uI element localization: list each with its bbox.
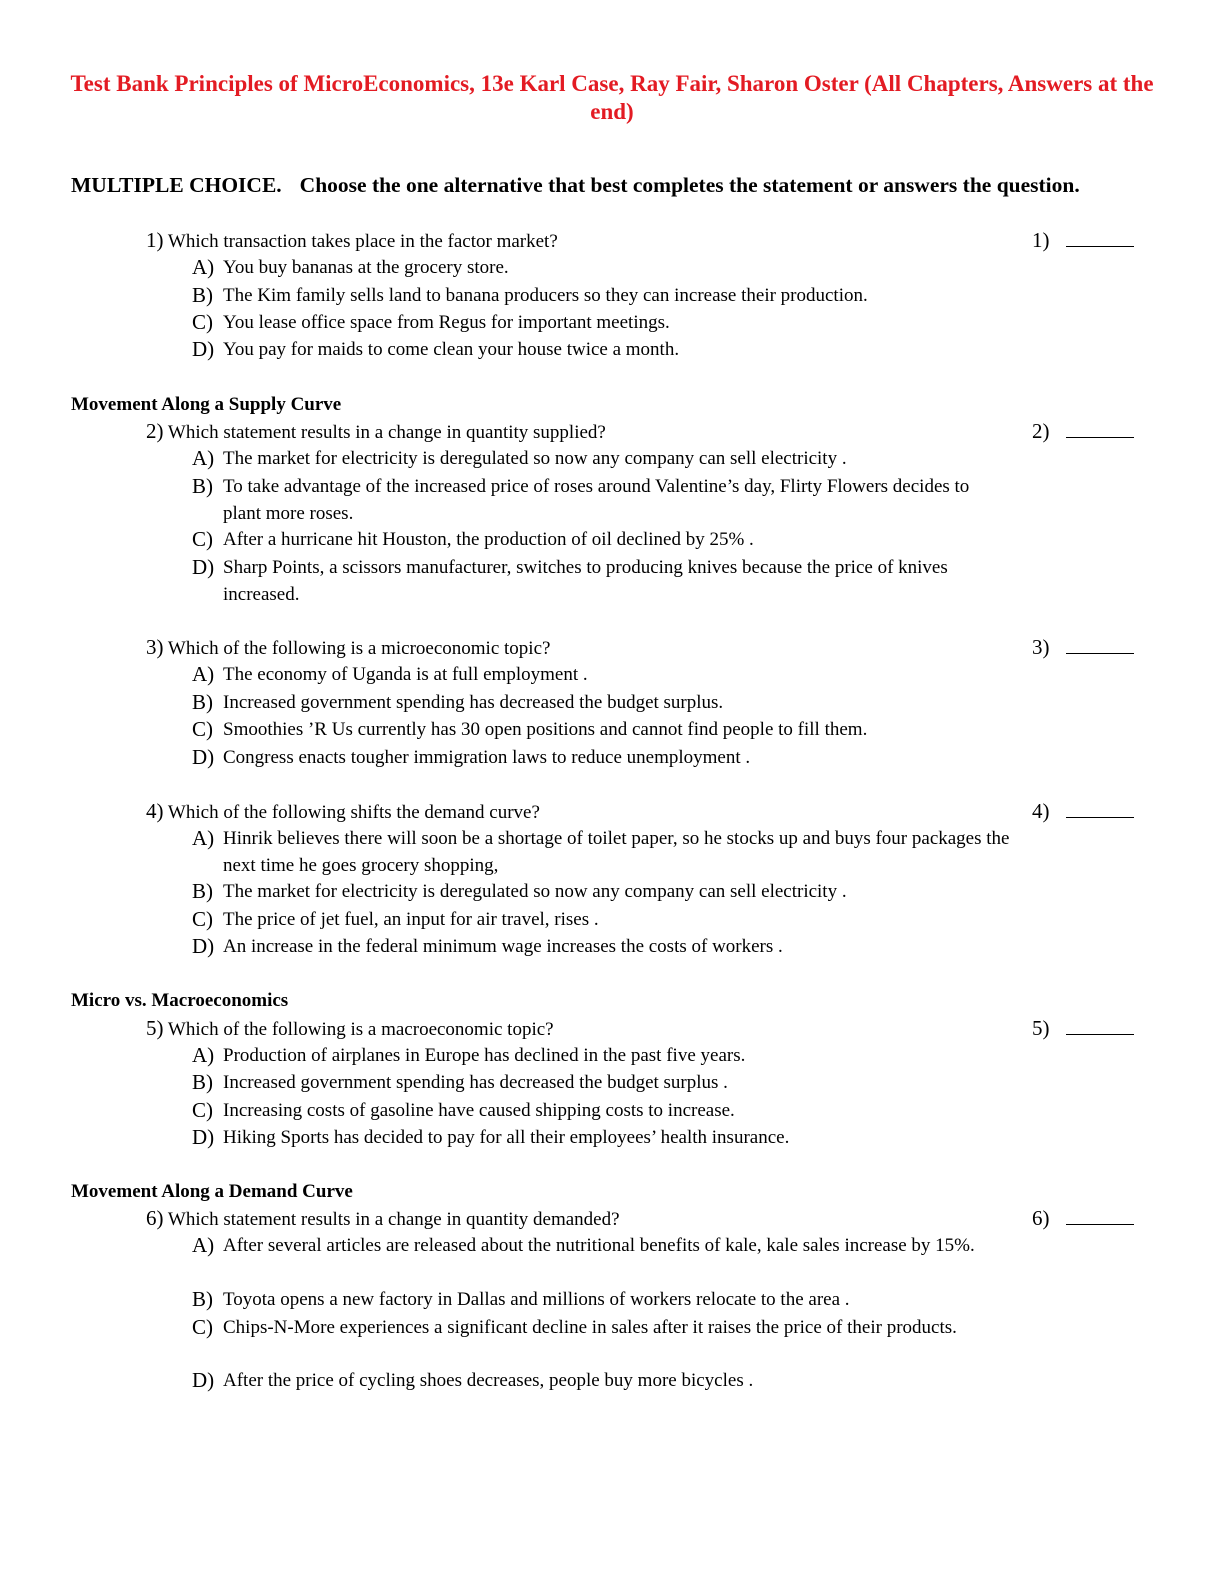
answer-blank — [1066, 1034, 1134, 1035]
question-number: 1) — [146, 228, 164, 252]
option-letter: D) — [192, 555, 215, 579]
option-letter: A) — [192, 446, 215, 470]
option-letter: D) — [192, 934, 215, 958]
option-a — [192, 825, 1012, 879]
answer-blank — [1066, 817, 1134, 818]
option-text: Increasing costs of gasoline have caused shipping costs to increase. — [223, 1100, 735, 1121]
question-number: 6) — [146, 1206, 164, 1230]
option-text: You pay for maids to come clean your house twice a month. — [223, 339, 680, 360]
option-c — [192, 1097, 1012, 1124]
document-title: Test Bank Principles of MicroEconomics, 13e Karl Case, Ray Fair, Sharon Oster (All Chapters, Answers at the end) — [70, 71, 1154, 124]
instructions-label: MULTIPLE CHOICE. — [71, 173, 282, 197]
option-letter: D) — [192, 1125, 215, 1149]
answer-blank — [1066, 246, 1134, 247]
question-text: Which of the following shifts the demand curve? — [167, 802, 540, 823]
option-b — [192, 878, 1012, 905]
option-text: Congress enacts tougher immigration laws to reduce unemployment . — [223, 747, 751, 768]
option-text: The Kim family sells land to banana producers so they can increase their production. — [223, 285, 868, 306]
question-number: 5) — [146, 1016, 164, 1040]
option-letter: B) — [192, 1070, 213, 1094]
question-text: Which statement results in a change in quantity demanded? — [167, 1209, 620, 1230]
question-text: Which transaction takes place in the factor market? — [167, 231, 558, 252]
option-a — [192, 1042, 1012, 1069]
option-a — [192, 445, 1012, 472]
answer-label: 1) — [1032, 228, 1050, 252]
option-b — [192, 689, 1012, 716]
answer-label: 5) — [1032, 1016, 1050, 1040]
option-text: An increase in the federal minimum wage increases the costs of workers . — [223, 936, 783, 957]
option-letter: D) — [192, 337, 215, 361]
option-text: After a hurricane hit Houston, the production of oil declined by 25% . — [223, 529, 754, 550]
option-a — [192, 1232, 1012, 1259]
option-letter: B) — [192, 283, 213, 307]
option-d — [192, 1124, 1012, 1151]
option-letter: C) — [192, 310, 213, 334]
option-text: The market for electricity is deregulated so now any company can sell electricity . — [223, 448, 847, 469]
option-text: You lease office space from Regus for important meetings. — [223, 312, 670, 333]
question-text: Which statement results in a change in quantity supplied? — [167, 422, 606, 443]
answer-label: 3) — [1032, 635, 1050, 659]
option-text: Hiking Sports has decided to pay for all their employees’ health insurance. — [223, 1127, 790, 1148]
option-text: You buy bananas at the grocery store. — [223, 257, 509, 278]
option-d — [192, 554, 1012, 608]
option-text: Production of airplanes in Europe has declined in the past five years. — [223, 1045, 746, 1066]
option-letter: C) — [192, 907, 213, 931]
answer-label: 2) — [1032, 419, 1050, 443]
option-text: The market for electricity is deregulated so now any company can sell electricity . — [223, 881, 847, 902]
option-d — [192, 336, 1012, 363]
option-text: After the price of cycling shoes decreases, people buy more bicycles . — [223, 1370, 754, 1391]
option-c — [192, 526, 1012, 553]
section-heading-micro-macro: Micro vs. Macroeconomics — [71, 990, 289, 1011]
option-text: Increased government spending has decreased the budget surplus . — [223, 1072, 728, 1093]
option-text: The economy of Uganda is at full employment . — [223, 664, 588, 685]
option-b — [192, 473, 1012, 527]
option-b — [192, 282, 1012, 309]
question-text: Which of the following is a macroeconomic topic? — [167, 1019, 554, 1040]
section-heading-demand-curve: Movement Along a Demand Curve — [71, 1181, 353, 1202]
question-stem — [146, 1206, 620, 1232]
answer-slot — [1032, 635, 1050, 659]
instructions — [71, 172, 1141, 199]
answer-slot — [1032, 228, 1050, 252]
option-text: Sharp Points, a scissors manufacturer, switches to producing knives because the price of knives increased. — [223, 557, 948, 605]
answer-slot — [1032, 799, 1050, 823]
answer-label: 4) — [1032, 799, 1050, 823]
option-text: Chips-N-More experiences a significant decline in sales after it raises the price of their products. — [223, 1317, 957, 1338]
option-letter: C) — [192, 717, 213, 741]
option-text: Increased government spending has decreased the budget surplus. — [223, 692, 724, 713]
option-b — [192, 1069, 1012, 1096]
question-number: 3) — [146, 635, 164, 659]
option-letter: A) — [192, 1043, 215, 1067]
answer-slot — [1032, 419, 1050, 443]
answer-blank — [1066, 1224, 1134, 1225]
option-text: To take advantage of the increased price of roses around Valentine’s day, Flirty Flowers decides to plant more roses. — [223, 476, 970, 524]
option-letter: A) — [192, 662, 215, 686]
option-letter: C) — [192, 1315, 213, 1339]
option-letter: A) — [192, 826, 215, 850]
answer-label: 6) — [1032, 1206, 1050, 1230]
option-c — [192, 1314, 1012, 1341]
answer-slot — [1032, 1206, 1050, 1230]
question-stem — [146, 419, 606, 445]
answer-slot — [1032, 1016, 1050, 1040]
question-number: 4) — [146, 799, 164, 823]
question-stem — [146, 228, 558, 254]
option-letter: A) — [192, 255, 215, 279]
option-a — [192, 661, 1012, 688]
option-d — [192, 1367, 1012, 1394]
option-text: Hinrik believes there will soon be a shortage of toilet paper, so he stocks up and buys four packages the next time he goes grocery shopping, — [223, 828, 1010, 876]
question-text: Which of the following is a microeconomic topic? — [167, 638, 551, 659]
option-c — [192, 716, 1012, 743]
option-letter: C) — [192, 527, 213, 551]
option-d — [192, 744, 1012, 771]
option-letter: D) — [192, 745, 215, 769]
option-text: The price of jet fuel, an input for air travel, rises . — [223, 909, 599, 930]
question-number: 2) — [146, 419, 164, 443]
answer-blank — [1066, 653, 1134, 654]
option-letter: C) — [192, 1098, 213, 1122]
question-stem — [146, 799, 540, 825]
option-text: Toyota opens a new factory in Dallas and millions of workers relocate to the area . — [223, 1289, 850, 1310]
option-c — [192, 309, 1012, 336]
option-b — [192, 1286, 1012, 1313]
option-c — [192, 906, 1012, 933]
section-heading-supply-curve: Movement Along a Supply Curve — [71, 394, 342, 415]
instructions-text: Choose the one alternative that best completes the statement or answers the question. — [299, 173, 1080, 197]
option-a — [192, 254, 1012, 281]
answer-blank — [1066, 437, 1134, 438]
option-letter: A) — [192, 1233, 215, 1257]
option-letter: B) — [192, 1287, 213, 1311]
option-letter: B) — [192, 690, 213, 714]
option-text: After several articles are released about the nutritional benefits of kale, kale sales increase by 15%. — [223, 1235, 975, 1256]
option-letter: B) — [192, 474, 213, 498]
option-letter: D) — [192, 1368, 215, 1392]
option-letter: B) — [192, 879, 213, 903]
question-stem — [146, 1016, 554, 1042]
option-d — [192, 933, 1012, 960]
question-stem — [146, 635, 550, 661]
option-text: Smoothies ’R Us currently has 30 open positions and cannot find people to fill them. — [223, 719, 868, 740]
